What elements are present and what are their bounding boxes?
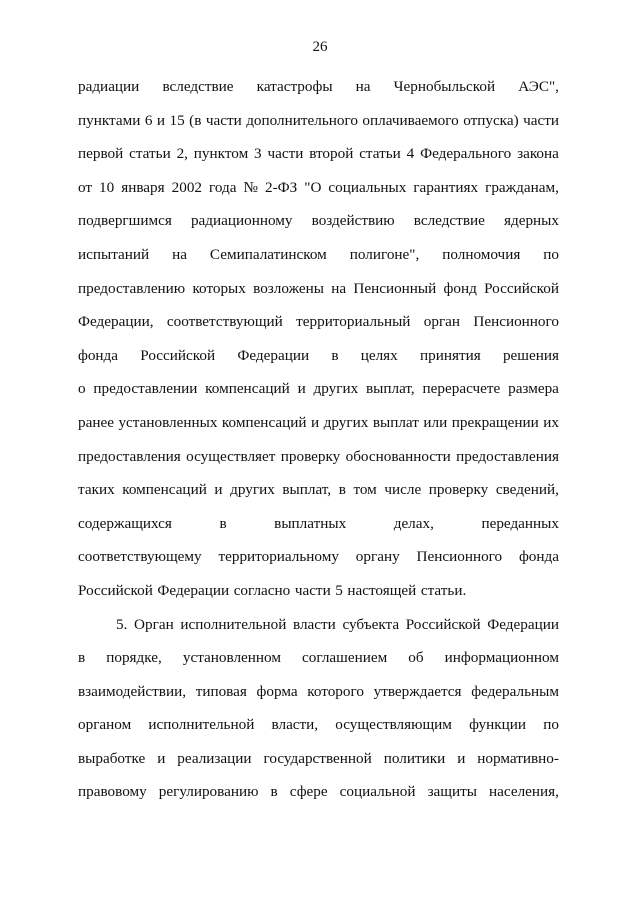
word: 4: [406, 145, 415, 163]
word: Федерации: [487, 615, 559, 633]
word: информационном: [444, 649, 559, 667]
text-line: [78, 280, 559, 314]
word: власти,: [271, 716, 319, 734]
text-line: [78, 112, 559, 146]
word: их: [543, 413, 559, 431]
word: территориальному: [218, 548, 339, 566]
text-line: [78, 548, 559, 582]
word: перерасчете: [422, 380, 501, 398]
word: Российской: [140, 346, 216, 364]
word: радиационному: [190, 212, 293, 230]
word: типовая: [195, 682, 247, 700]
word: переданных: [481, 514, 559, 532]
word: и: [214, 481, 223, 499]
text-line: [78, 347, 559, 381]
word: выплат,: [366, 380, 415, 398]
word: проверку: [280, 447, 341, 465]
word: второй: [309, 145, 354, 163]
word: полномочия: [442, 245, 521, 263]
text-line: [78, 481, 559, 515]
document-body: [78, 78, 559, 817]
word: отпуска): [463, 111, 519, 129]
word: утверждается: [373, 682, 462, 700]
word: на: [331, 279, 347, 297]
word: оплачиваемого: [362, 111, 459, 129]
word: части: [523, 111, 559, 129]
text-line: [78, 380, 559, 414]
word: 2,: [176, 145, 188, 163]
word: 6: [144, 111, 153, 129]
word: 2-ФЗ: [264, 178, 298, 196]
word: и: [457, 749, 466, 767]
word: правовому: [78, 783, 147, 801]
word: фонда: [78, 346, 119, 364]
text-line: [78, 145, 559, 179]
word: и: [311, 413, 320, 431]
word: "О: [304, 178, 322, 196]
word: фонд: [443, 279, 477, 297]
word: осуществляющим: [335, 716, 452, 734]
word: января: [121, 178, 165, 196]
word: обоснованности: [345, 447, 451, 465]
word: федеральным: [471, 682, 559, 700]
word: фонда: [518, 548, 559, 566]
word: компенсаций: [205, 380, 290, 398]
word: и: [157, 749, 166, 767]
word: и: [297, 380, 306, 398]
word: АЭС",: [518, 78, 559, 95]
word: соответствующий: [166, 313, 283, 331]
word: делах,: [393, 514, 434, 532]
word: установленном: [182, 649, 281, 667]
word: подвергшимся: [78, 212, 172, 230]
word: решения: [502, 346, 559, 364]
word: социальных: [328, 178, 407, 196]
word: которых: [192, 279, 246, 297]
word: 3: [254, 145, 262, 163]
word: 5.: [116, 615, 128, 633]
word: выплат: [372, 413, 419, 431]
word: полигоне",: [349, 245, 420, 263]
word: регулированию: [158, 783, 259, 801]
word: гарантиях: [413, 178, 479, 196]
word: исполнительной: [148, 716, 255, 734]
word: предоставлении: [93, 380, 198, 398]
word: размера: [508, 380, 559, 398]
word: компенсаций: [122, 481, 207, 499]
word: территориальный: [296, 313, 411, 331]
word: субъекта: [342, 615, 400, 633]
word: радиации: [78, 78, 140, 95]
word: 15: [169, 111, 185, 129]
word: пунктами: [78, 111, 141, 129]
word: исполнительной: [180, 615, 287, 633]
text-line: [78, 313, 559, 347]
word: Орган: [134, 615, 174, 633]
word: власти: [293, 615, 336, 633]
word: возложены: [253, 279, 324, 297]
word: населения,: [489, 783, 559, 801]
word: числе: [384, 481, 422, 499]
word: и: [156, 111, 166, 129]
word: первой: [78, 145, 124, 163]
word: прекращении: [451, 413, 539, 431]
word: других: [323, 413, 369, 431]
word: дополнительного: [246, 111, 358, 129]
word: в: [78, 649, 86, 667]
word: Пенсионного: [473, 313, 559, 331]
word: об: [408, 649, 424, 667]
word: 5: [335, 581, 343, 599]
word: от: [78, 178, 93, 196]
word: социальной: [339, 783, 416, 801]
text-line: [78, 515, 559, 549]
word: Федерального: [420, 145, 512, 163]
word: о: [78, 380, 86, 398]
word: закона: [517, 145, 559, 163]
word: органом: [78, 716, 132, 734]
word: на: [172, 245, 187, 263]
word: орган: [423, 313, 461, 331]
word: по: [543, 245, 559, 263]
word: таких: [78, 481, 115, 499]
word: других: [313, 380, 359, 398]
text-line: [78, 179, 559, 213]
word: Пенсионного: [416, 548, 503, 566]
text-line: [78, 716, 559, 750]
word: гражданам,: [485, 178, 559, 196]
word: взаимодействии,: [78, 682, 187, 700]
text-line: [78, 78, 559, 112]
word: выплат,: [282, 481, 332, 499]
text-line: [78, 783, 559, 817]
word: предоставления: [78, 447, 181, 465]
word: соглашением: [302, 649, 388, 667]
word: 2002: [171, 178, 202, 196]
word: целях: [360, 346, 398, 364]
text-line: [78, 649, 559, 683]
word: (в: [189, 111, 202, 129]
word: предоставлению: [78, 279, 186, 297]
word: части: [205, 111, 242, 129]
word: или: [423, 413, 448, 431]
text-line: [78, 448, 559, 482]
word: части: [267, 145, 304, 163]
word: статьи: [359, 145, 401, 163]
word: №: [243, 178, 258, 196]
word: государственной: [263, 749, 372, 767]
word: сведений,: [495, 481, 559, 499]
word: выплатных: [274, 514, 347, 532]
word: статьи.: [420, 581, 467, 599]
word: Федерации,: [78, 313, 154, 331]
word: в: [219, 514, 227, 532]
word: соответствующему: [78, 548, 202, 566]
word: испытаний: [78, 245, 150, 263]
word: согласно: [233, 581, 291, 599]
word: принятия: [420, 346, 481, 364]
text-line: [78, 414, 559, 448]
word: Российской: [405, 615, 481, 633]
word: катастрофы: [256, 78, 333, 95]
page-number: 26: [312, 39, 328, 55]
word: в: [338, 481, 346, 499]
word: в: [331, 346, 339, 364]
word: которого: [307, 682, 364, 700]
word: предоставления: [456, 447, 559, 465]
word: вследствие: [413, 212, 485, 230]
word: вследствие: [162, 78, 234, 95]
word: органу: [355, 548, 400, 566]
text-line: [78, 582, 559, 616]
text-line: [78, 683, 559, 717]
word: реализации: [177, 749, 252, 767]
word: порядке,: [106, 649, 162, 667]
word: компенсаций: [221, 413, 307, 431]
word: том: [353, 481, 377, 499]
word: пунктом: [193, 145, 249, 163]
word: нормативно-: [477, 749, 559, 767]
word: защиты: [427, 783, 477, 801]
word: осуществляет: [186, 447, 276, 465]
word: 10: [99, 178, 115, 196]
word: других: [230, 481, 275, 499]
word: ранее: [78, 413, 114, 431]
word: воздействию: [311, 212, 395, 230]
word: выработке: [78, 749, 146, 767]
word: функции: [469, 716, 527, 734]
word: установленных: [118, 413, 218, 431]
word: политики: [383, 749, 446, 767]
word: Чернобыльской: [393, 78, 496, 95]
text-line: [78, 212, 559, 246]
word: содержащихся: [78, 514, 172, 532]
text-line: [78, 246, 559, 280]
word: Федерации: [237, 346, 310, 364]
word: Семипалатинском: [209, 245, 327, 263]
word: статьи: [129, 145, 171, 163]
word: настоящей: [347, 581, 417, 599]
word: по: [543, 716, 559, 734]
word: Российской: [484, 279, 559, 297]
text-line: [78, 750, 559, 784]
word: сфере: [289, 783, 328, 801]
word: на: [355, 78, 371, 95]
word: в: [270, 783, 278, 801]
word: части: [294, 581, 331, 599]
word: проверку: [428, 481, 489, 499]
word: Российской: [78, 581, 153, 599]
word: Федерации: [157, 581, 230, 599]
word: ядерных: [503, 212, 559, 230]
word: форма: [256, 682, 298, 700]
word: года: [209, 178, 237, 196]
text-line: [78, 616, 559, 650]
word: Пенсионный: [353, 279, 437, 297]
